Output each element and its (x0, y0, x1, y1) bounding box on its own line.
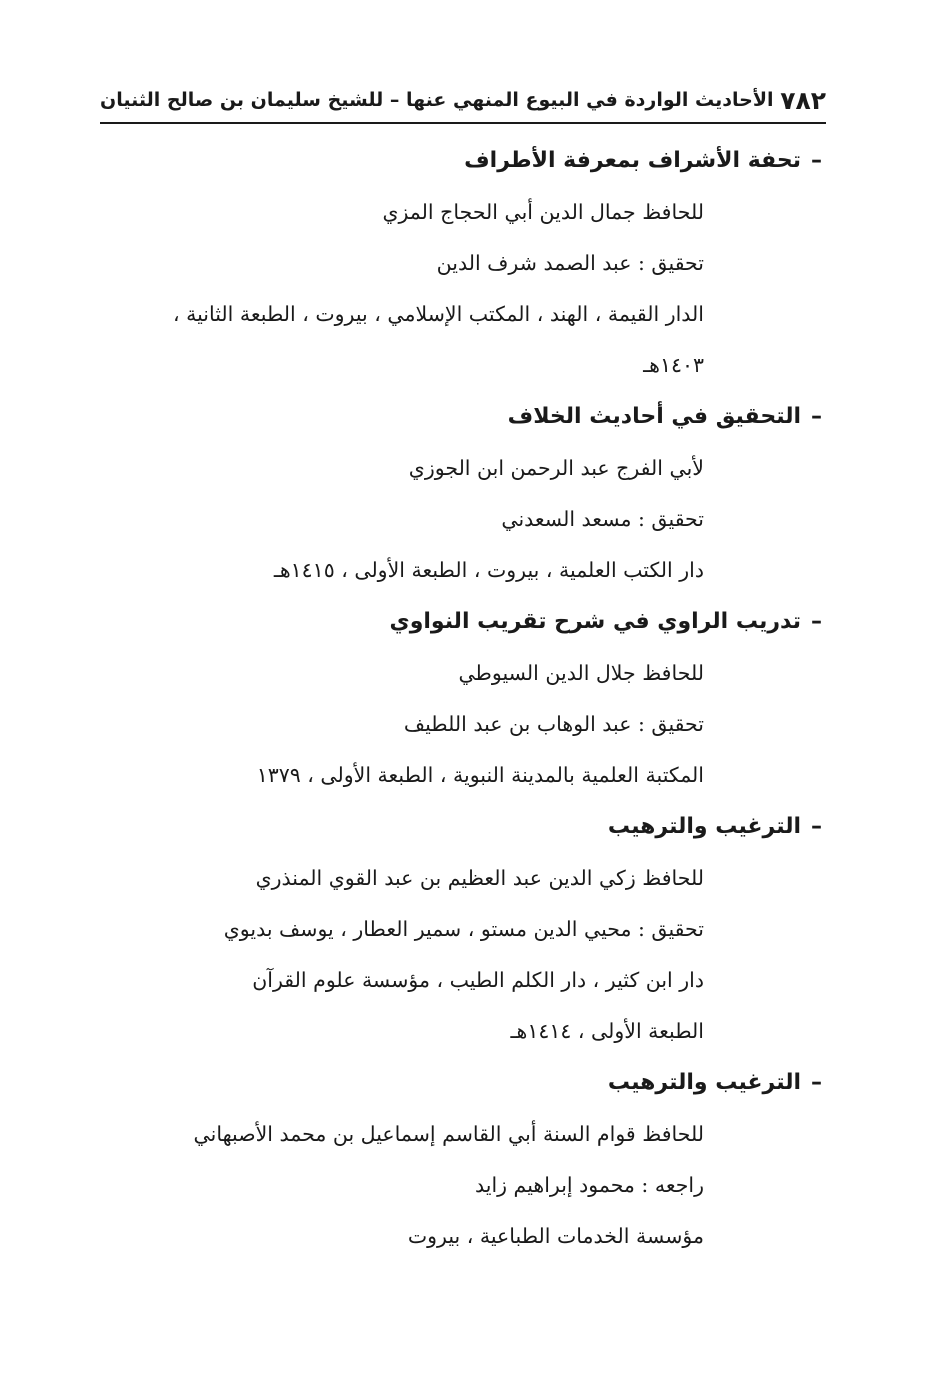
entry-edition: الطبعة الأولى ، ١٤١٤هـ (510, 1019, 704, 1043)
bibliography-entry (100, 135, 822, 391)
entry-publisher: دار الكتب العلمية ، بيروت ، الطبعة الأولى ، ١٤١٥هـ (273, 558, 704, 582)
entry-editor: تحقيق : عبد الصمد شرف الدين (436, 251, 704, 275)
bibliography-list (100, 135, 822, 1262)
entry-editor: تحقيق : عبد الوهاب بن عبد اللطيف (403, 712, 704, 736)
entry-author: للحافظ زكي الدين عبد العظيم بن عبد القوي المنذري (255, 866, 704, 890)
entry-title: –التحقيق في أحاديث الخلاف (507, 404, 822, 429)
entry-reviewer: راجعه : محمود إبراهيم زايد (474, 1173, 704, 1197)
entry-publisher: المكتبة العلمية بالمدينة النبوية ، الطبعة الأولى ، ١٣٧٩ (256, 763, 704, 787)
entry-title: –تحفة الأشراف بمعرفة الأطراف (464, 148, 822, 173)
entry-publisher: مؤسسة الخدمات الطباعية ، بيروت (407, 1224, 704, 1248)
entry-title: –الترغيب والترهيب (607, 1070, 822, 1095)
running-header (100, 80, 826, 124)
entry-author: للحافظ جمال الدين أبي الحجاج المزي (382, 200, 704, 224)
entry-title: –الترغيب والترهيب (607, 814, 822, 839)
entry-title: –تدريب الراوي في شرح تقريب النواوي (389, 609, 822, 634)
entry-editor: تحقيق : مسعد السعدني (501, 507, 704, 531)
entry-editor: تحقيق : محيي الدين مستو ، سمير العطار ، يوسف بديوي (223, 917, 704, 941)
bibliography-entry (100, 391, 822, 596)
entry-publisher: الدار القيمة ، الهند ، المكتب الإسلامي ، بيروت ، الطبعة الثانية ، (172, 302, 704, 326)
entry-edition: ١٤٠٣هـ (643, 353, 704, 377)
running-title: الأحاديث الواردة في البيوع المنهي عنها – للشيخ سليمان بن صالح الثنيان (100, 89, 774, 111)
entry-publisher: دار ابن كثير ، دار الكلم الطيب ، مؤسسة علوم القرآن (252, 968, 704, 992)
entry-author: لأبي الفرج عبد الرحمن ابن الجوزي (408, 456, 704, 480)
bibliography-entry (100, 596, 822, 801)
entry-author: للحافظ قوام السنة أبي القاسم إسماعيل بن محمد الأصبهاني (193, 1122, 704, 1146)
bibliography-entry (100, 1057, 822, 1262)
entry-author: للحافظ جلال الدين السيوطي (458, 661, 704, 685)
page-number: ٧٨٢ (780, 85, 826, 115)
bibliography-entry (100, 801, 822, 1057)
